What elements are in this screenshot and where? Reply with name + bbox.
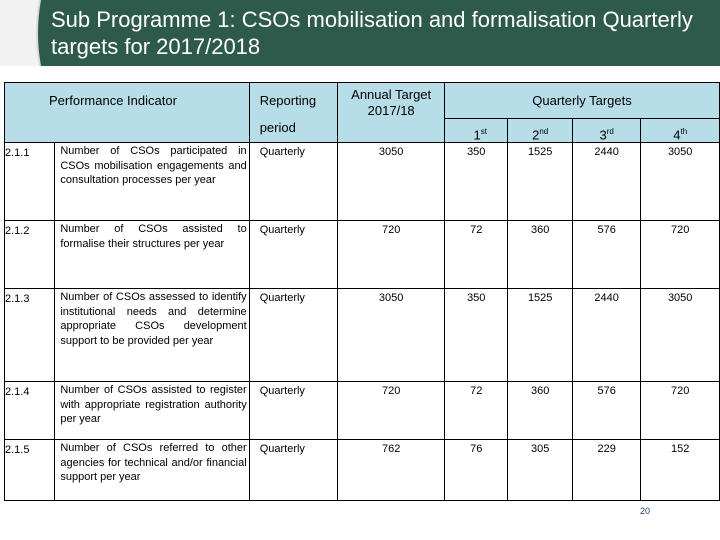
table-row <box>5 440 720 501</box>
indicator-description: Number of CSOs assisted to formalise their structures per year <box>55 221 249 289</box>
indicator-description: Number of CSOs referred to other agencies for technical and/or financial support per year <box>55 440 249 501</box>
slide-title: Sub Programme 1: CSOs mobilisation and formalisation Quarterly targets for 2017/2018 <box>51 7 693 59</box>
header-q2-suffix: nd <box>539 127 549 136</box>
header-q1-label: 1 <box>473 127 481 143</box>
annual-target: 3050 <box>338 289 445 382</box>
q2-target: 1525 <box>508 143 572 221</box>
q4-target: 152 <box>641 440 720 501</box>
quarterly-targets-table <box>4 82 720 501</box>
q4-target: 3050 <box>641 143 720 221</box>
reporting-period: Quarterly <box>249 143 338 221</box>
q1-target: 76 <box>445 440 508 501</box>
header-reporting-label: Reporting <box>259 93 317 108</box>
annual-target: 720 <box>338 382 445 440</box>
q1-target: 72 <box>445 382 508 440</box>
indicator-code: 2.1.5 <box>5 440 55 501</box>
annual-target: 762 <box>338 440 445 501</box>
header-period-label: period <box>259 120 296 135</box>
q4-target: 720 <box>641 221 720 289</box>
q3-target: 576 <box>572 221 640 289</box>
q1-target: 72 <box>445 221 508 289</box>
header-q3-label: 3 <box>599 127 607 143</box>
indicator-code: 2.1.3 <box>5 289 55 382</box>
q1-target: 350 <box>445 143 508 221</box>
header-annual-target <box>338 83 445 143</box>
header-quarterly-targets <box>445 83 720 119</box>
header-q3-suffix: rd <box>606 127 614 136</box>
reporting-period: Quarterly <box>249 440 338 501</box>
header-annual-target-label: Annual Target 2017/18 <box>351 87 432 118</box>
q3-target: 2440 <box>572 143 640 221</box>
header-q1-suffix: st <box>480 127 487 136</box>
table-row <box>5 221 720 289</box>
q3-target: 576 <box>572 382 640 440</box>
q4-target: 3050 <box>641 289 720 382</box>
q4-target: 720 <box>641 382 720 440</box>
header-performance-indicator-label: Performance Indicator <box>49 93 177 108</box>
q2-target: 1525 <box>508 289 572 382</box>
header-q4-label: 4 <box>673 127 681 143</box>
header-q4 <box>641 119 720 143</box>
indicator-code: 2.1.2 <box>5 221 55 289</box>
q2-target: 305 <box>508 440 572 501</box>
reporting-period: Quarterly <box>249 382 338 440</box>
q2-target: 360 <box>508 221 572 289</box>
header-quarterly-targets-label: Quarterly Targets <box>532 93 632 108</box>
header-q1 <box>445 119 508 143</box>
title-band <box>0 0 720 66</box>
annual-target: 720 <box>338 221 445 289</box>
header-performance-indicator <box>5 83 250 143</box>
indicator-description: Number of CSOs assisted to register with appropriate registration authority per year <box>55 382 249 440</box>
reporting-period: Quarterly <box>249 221 338 289</box>
header-q2 <box>508 119 572 143</box>
q1-target: 350 <box>445 289 508 382</box>
indicator-description: Number of CSOs assessed to identify institutional needs and determine appropriate CSOs development support to be provided per year <box>55 289 249 382</box>
header-q4-suffix: th <box>680 127 688 136</box>
indicator-description: Number of CSOs participated in CSOs mobilisation engagements and consultation processes per year <box>55 143 249 221</box>
reporting-period: Quarterly <box>249 289 338 382</box>
table-row <box>5 289 720 382</box>
header-q3 <box>572 119 640 143</box>
indicator-code: 2.1.1 <box>5 143 55 221</box>
table-row <box>5 382 720 440</box>
q2-target: 360 <box>508 382 572 440</box>
table-row <box>5 143 720 221</box>
q3-target: 2440 <box>572 289 640 382</box>
indicator-code: 2.1.4 <box>5 382 55 440</box>
q3-target: 229 <box>572 440 640 501</box>
header-q2-label: 2 <box>532 127 540 143</box>
header-reporting-period <box>249 83 338 143</box>
annual-target: 3050 <box>338 143 445 221</box>
page-number: 20 <box>640 506 651 516</box>
